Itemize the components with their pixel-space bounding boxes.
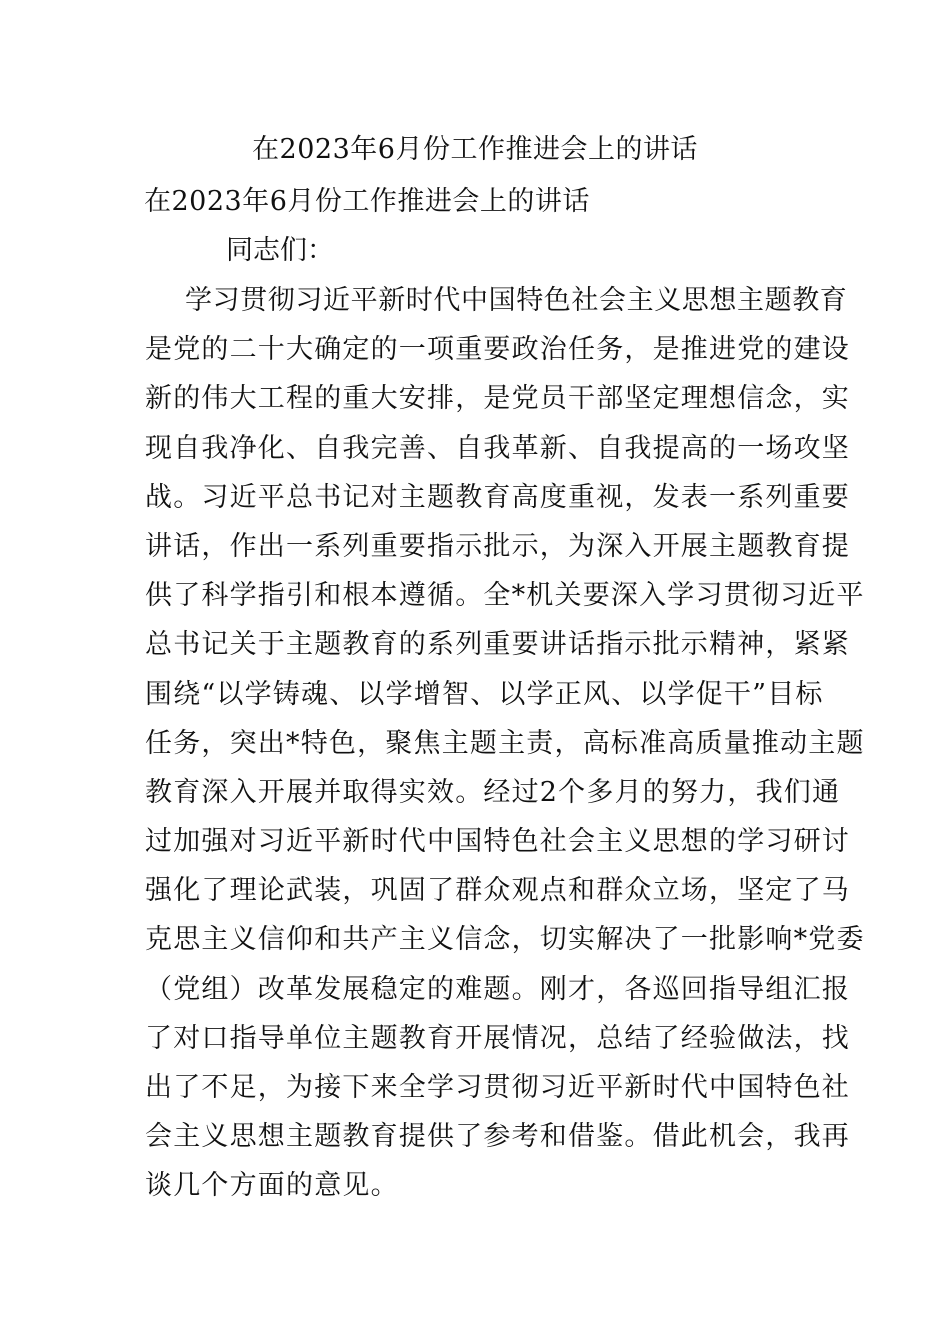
paragraph-line: 谈几个方面的意见。 <box>145 1170 399 1202</box>
paragraph-line: 战。习近平总书记对主题教育高度重视，发表一系列重要 <box>145 481 850 513</box>
paragraph-line: 学习贯彻习近平新时代中国特色社会主义思想主题教育 <box>185 285 848 316</box>
paragraph-line: 现自我净化、自我完善、自我革新、自我提高的一场攻坚 <box>145 432 850 464</box>
paragraph-line: （党组）改革发展稳定的难题。刚才，各巡回指导组汇报 <box>145 973 850 1005</box>
document-subtitle: 在2023年6月份工作推进会上的讲话 <box>144 186 590 217</box>
paragraph-line: 出了不足，为接下来全学习贯彻习近平新时代中国特色社 <box>145 1072 850 1103</box>
paragraph-line: 强化了理论武装，巩固了群众观点和群众立场，坚定了马 <box>145 875 850 907</box>
paragraph-line: 围绕“以学铸魂、以学增智、以学正风、以学促干”目标 <box>145 678 824 710</box>
paragraph-line: 克思主义信仰和共产主义信念，切实解决了一批影响*党委 <box>145 924 865 956</box>
paragraph-line: 教育深入开展并取得实效。经过2个多月的努力，我们通 <box>145 776 841 808</box>
paragraph-line: 是党的二十大确定的一项重要政治任务，是推进党的建设 <box>145 334 850 366</box>
paragraph-line: 新的伟大工程的重大安排，是党员干部坚定理想信念，实 <box>145 383 850 415</box>
paragraph-line: 总书记关于主题教育的系列重要讲话指示批示精神，紧紧 <box>145 629 850 661</box>
paragraph-line: 任务，突出*特色，聚焦主题主责，高标准高质量推动主题 <box>145 727 865 759</box>
paragraph-line: 过加强对习近平新时代中国特色社会主义思想的学习研讨 <box>145 826 850 858</box>
paragraph-line: 会主义思想主题教育提供了参考和借鉴。借此机会，我再 <box>145 1121 850 1153</box>
paragraph-line: 讲话，作出一系列重要指示批示，为深入开展主题教育提 <box>145 530 850 562</box>
paragraph-line: 了对口指导单位主题教育开展情况，总结了经验做法，找 <box>145 1022 850 1054</box>
greeting: 同志们： <box>226 235 334 266</box>
body-paragraph <box>145 280 865 1215</box>
paragraph-line: 供了科学指引和根本遵循。全*机关要深入学习贯彻习近平 <box>145 580 865 612</box>
document-title: 在2023年6月份工作推进会上的讲话 <box>252 134 698 165</box>
